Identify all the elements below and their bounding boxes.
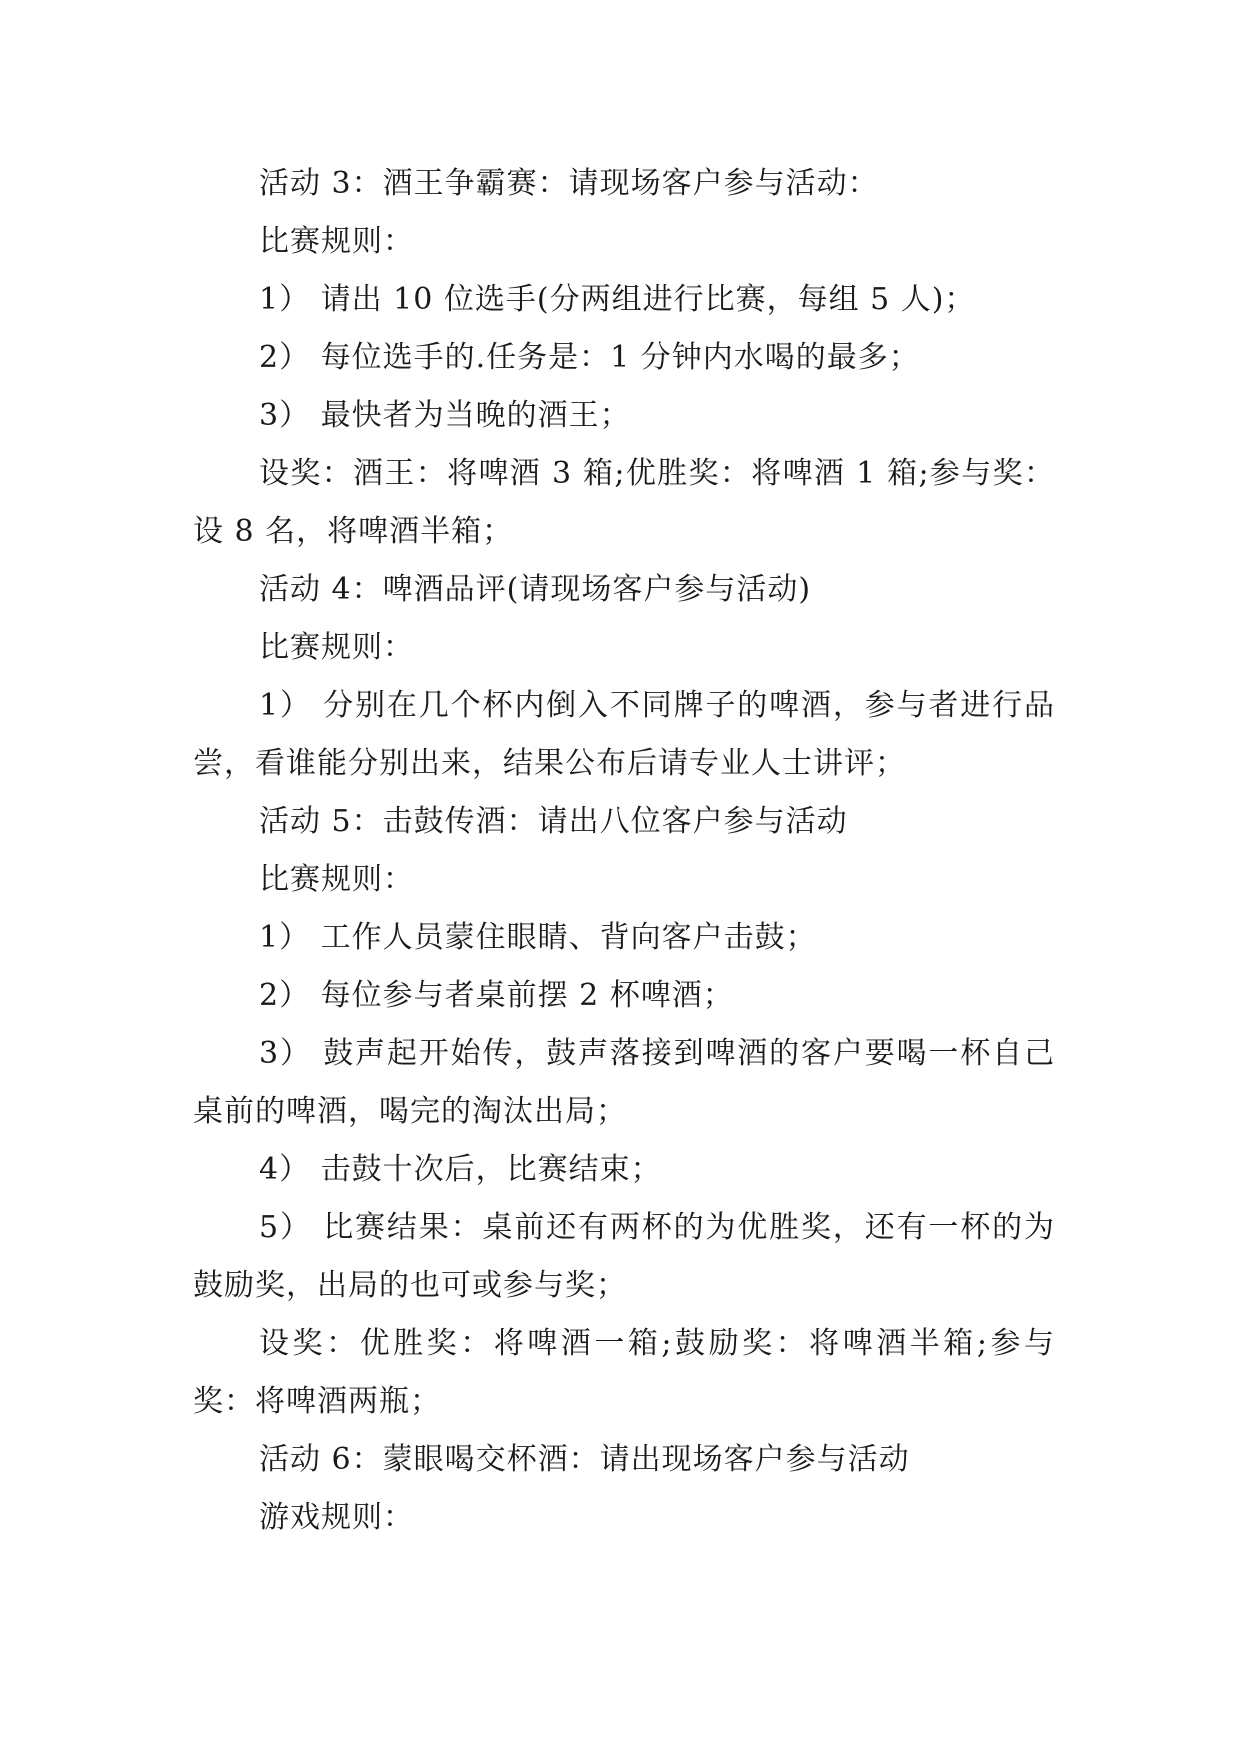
paragraph-rule-item: 1） 请出 10 位选手(分两组进行比赛，每组 5 人)； [259,282,976,317]
document-body [193,155,1055,1547]
paragraph-rules-heading: 比赛规则： [259,862,414,897]
paragraph-activity-6-title: 活动 6：蒙眼喝交杯酒：请出现场客户参与活动 [259,1442,910,1477]
paragraph-game-rules-heading: 游戏规则： [259,1500,414,1535]
paragraph-prizes: 设奖：酒王：将啤酒 3 箱;优胜奖：将啤酒 1 箱;参与奖：设 8 名，将啤酒半箱； [193,456,1055,549]
paragraph-rule-item: 5） 比赛结果：桌前还有两杯的为优胜奖，还有一杯的为鼓励奖，出局的也可或参与奖； [193,1210,1055,1303]
paragraph-activity-5-title: 活动 5：击鼓传酒：请出八位客户参与活动 [259,804,848,839]
paragraph-rule-item: 3） 最快者为当晚的酒王； [259,398,631,433]
paragraph-rule-item: 1） 工作人员蒙住眼睛、背向客户击鼓； [259,920,817,955]
paragraph-activity-3-title: 活动 3：酒王争霸赛：请现场客户参与活动： [259,166,879,201]
paragraph-rule-item: 3） 鼓声起开始传，鼓声落接到啤酒的客户要喝一杯自己桌前的啤酒，喝完的淘汰出局； [193,1036,1055,1129]
paragraph-activity-4-title: 活动 4：啤酒品评(请现场客户参与活动) [259,572,812,607]
paragraph-rule-item: 4） 击鼓十次后，比赛结束； [259,1152,662,1187]
paragraph-prizes: 设奖：优胜奖：将啤酒一箱;鼓励奖：将啤酒半箱;参与奖：将啤酒两瓶； [193,1326,1055,1419]
paragraph-rule-item: 1） 分别在几个杯内倒入不同牌子的啤酒，参与者进行品尝，看谁能分别出来，结果公布后请专业人士讲评； [193,688,1055,781]
paragraph-rules-heading: 比赛规则： [259,630,414,665]
paragraph-rule-item: 2） 每位选手的.任务是：1 分钟内水喝的最多； [259,340,920,375]
paragraph-rule-item: 2） 每位参与者桌前摆 2 杯啤酒； [259,978,734,1013]
paragraph-rules-heading: 比赛规则： [259,224,414,259]
